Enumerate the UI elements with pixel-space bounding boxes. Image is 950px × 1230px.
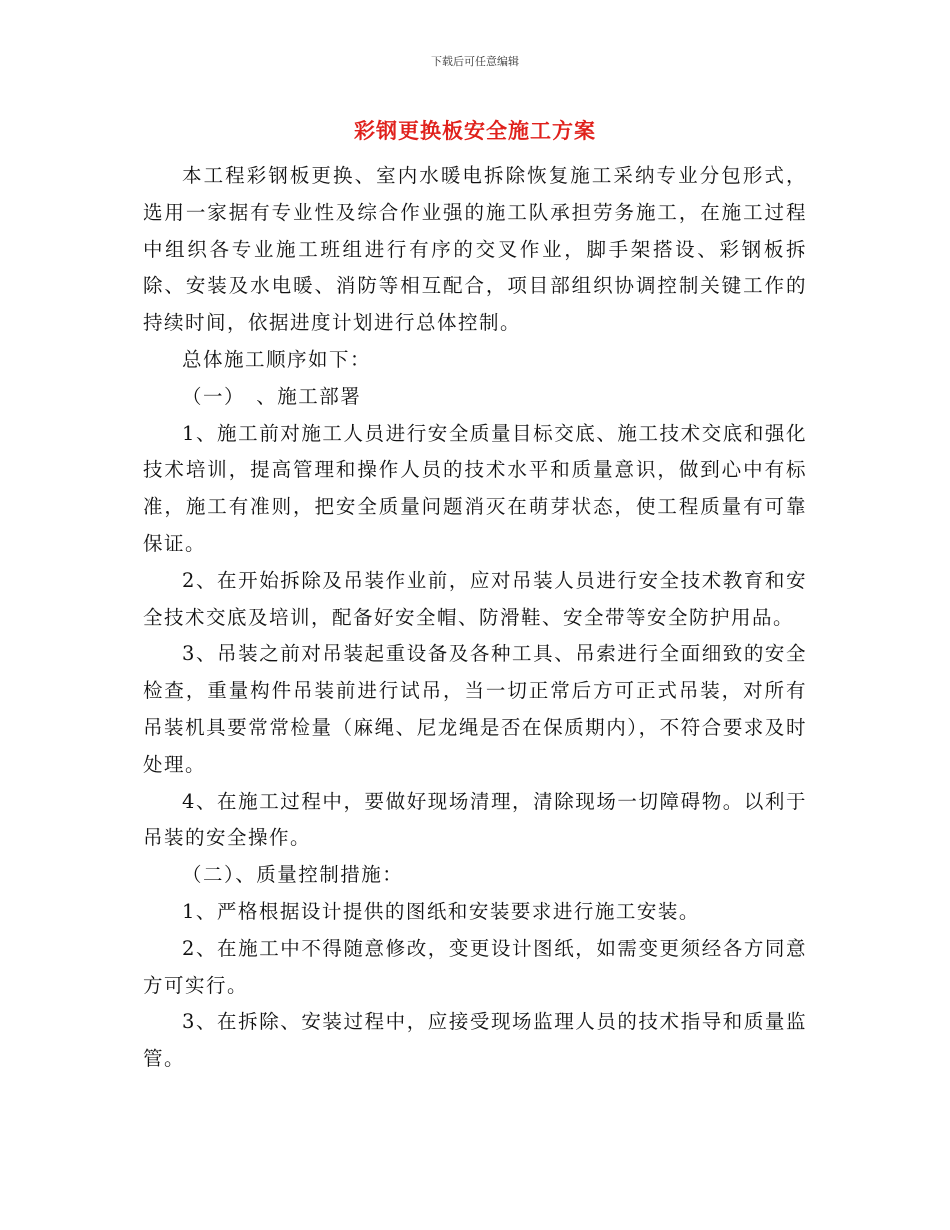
list-item: 2、在施工中不得随意修改，变更设计图纸，如需变更须经各方同意方可实行。 — [143, 936, 807, 997]
list-item: 1、施工前对施工人员进行安全质量目标交底、施工技术交底和强化技术培训，提高管理和操作人员的技术水平和质量意识，做到心中有标准，施工有准则，把安全质量问题消灭在萌芽状态，使工程质量有可靠保证。 — [143, 421, 807, 555]
list-item: 2、在开始拆除及吊装作业前，应对吊装人员进行安全技术教育和安全技术交底及培训，配备好安全帽、防滑鞋、安全带等安全防护用品。 — [143, 568, 807, 629]
sequence-intro: 总体施工顺序如下： — [182, 347, 372, 371]
page-header: 下载后可任意编辑 — [431, 55, 519, 68]
section-heading-deployment: （一） 、施工部署 — [182, 384, 362, 408]
list-item: 1、严格根据设计提供的图纸和安装要求进行施工安装。 — [182, 899, 700, 923]
document-title: 彩钢更换板安全施工方案 — [354, 118, 596, 143]
list-item: 3、在拆除、安装过程中，应接受现场监理人员的技术指导和质量监管。 — [143, 1010, 807, 1071]
list-item: 3、吊装之前对吊装起重设备及各种工具、吊索进行全面细致的安全检查，重量构件吊装前进行试吊，当一切正常后方可正式吊装，对所有吊装机具要常常检量（麻绳、尼龙绳是否在保质期内），不符合要求及时处理。 — [143, 642, 807, 776]
section-heading-quality: （二）、质量控制措施： — [182, 863, 404, 887]
document-body — [143, 158, 807, 1078]
intro-paragraph: 本工程彩钢板更换、室内水暖电拆除恢复施工采纳专业分包形式，选用一家据有专业性及综合作业强的施工队承担劳务施工，在施工过程中组织各专业施工班组进行有序的交叉作业，脚手架搭设、彩钢板拆除、安装及水电暖、消防等相互配合，项目部组织协调控制关键工作的持续时间，依据进度计划进行总体控制。 — [143, 164, 807, 335]
list-item: 4、在施工过程中，要做好现场清理，清除现场一切障碍物。以利于吊装的安全操作。 — [143, 789, 807, 850]
